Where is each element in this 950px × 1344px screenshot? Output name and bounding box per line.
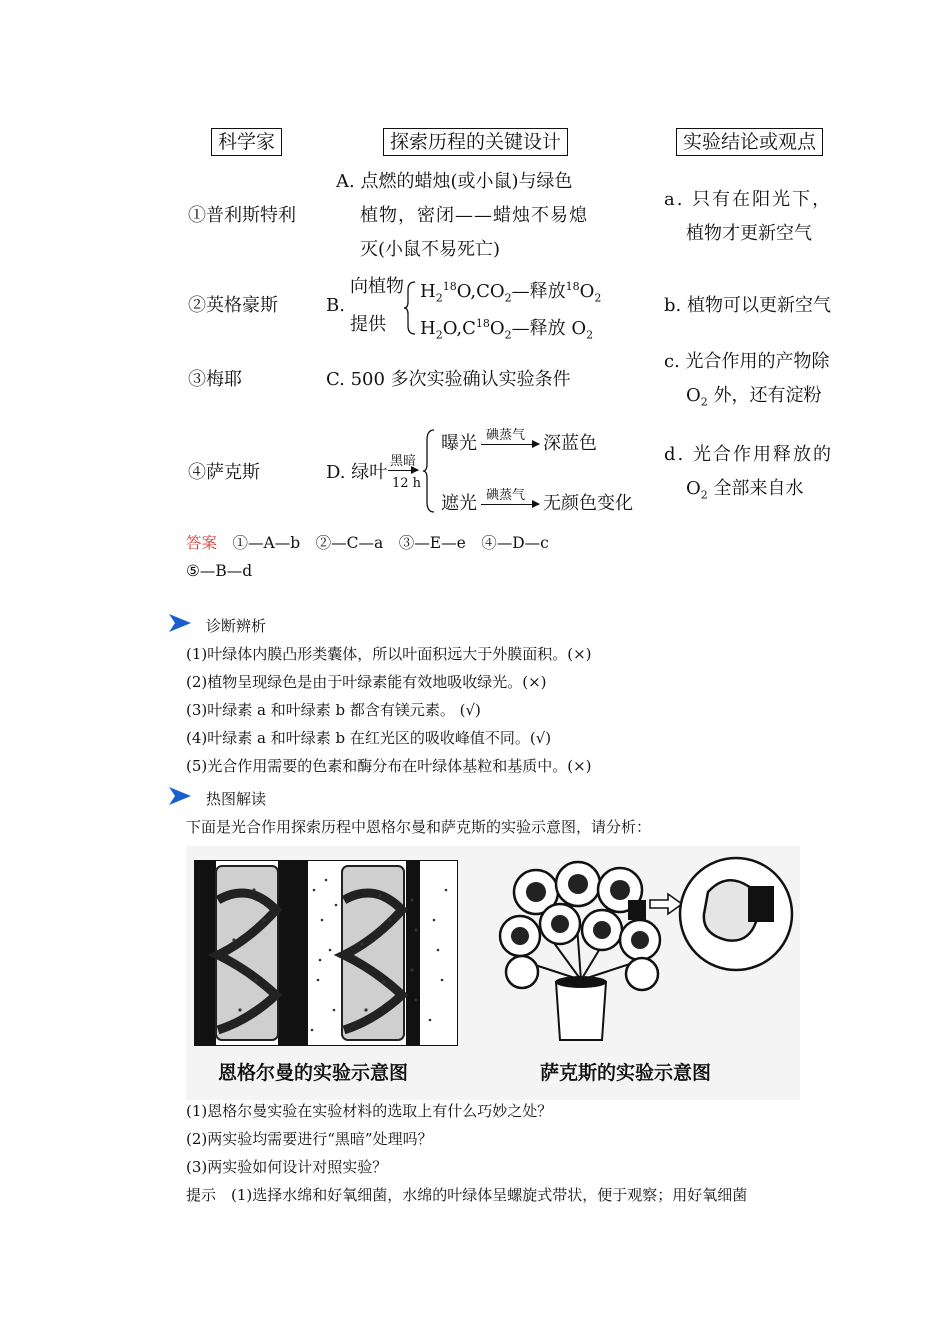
scientist-2: ②英格豪斯 — [188, 295, 278, 316]
header-scientist: 科学家 — [211, 128, 282, 156]
design-a-line1: A. 点燃的蜡烛(或小鼠)与绿色 — [336, 171, 573, 192]
scientist-3: ③梅耶 — [188, 369, 242, 390]
conclusion-a-line1: a. 只有在阳光下， — [664, 189, 833, 210]
triangle-pointer-icon — [168, 786, 192, 806]
diagnose-item-4: (4)叶绿素 a 和叶绿素 b 在红光区的吸收峰值不同。(√) — [186, 729, 552, 747]
hotfig-intro: 下面是光合作用探索历程中恩格尔曼和萨克斯的实验示意图，请分析： — [186, 818, 652, 836]
brace-icon — [403, 280, 417, 336]
design-b-row2: $H_2O,C^{18}O_2—$释放 $O_2$ — [420, 317, 594, 342]
design-d-iodine2: 碘蒸气 — [486, 488, 526, 503]
arrow-icon — [388, 470, 418, 471]
caption-engelmann: 恩格尔曼的实验示意图 — [218, 1062, 409, 1084]
hotfig-title: 热图解读 — [206, 790, 267, 808]
answer-label: 答案 — [186, 534, 218, 552]
design-d-result2: 无颜色变化 — [543, 493, 633, 514]
conclusion-a-line2: 植物才更新空气 — [686, 223, 812, 244]
sachs-illustration — [486, 852, 796, 1052]
design-d-iodine1: 碘蒸气 — [486, 428, 526, 443]
answer-line2: ⑤—B—d — [186, 562, 253, 580]
conclusion-d-line1: d. 光合作用释放的 — [664, 444, 833, 465]
arrow-icon — [481, 504, 539, 505]
design-a-line3: 灭(小鼠不易死亡) — [360, 239, 501, 260]
design-c: C. 500 多次实验确认实验条件 — [326, 369, 571, 390]
question-3: (3)两实验如何设计对照实验？ — [186, 1158, 388, 1176]
answer-line1: 答案 ①—A—b ②—C—a ③—E—e ④—D—c — [186, 534, 549, 552]
diagnose-item-3: (3)叶绿素 a 和叶绿素 b 都含有镁元素。 (√) — [186, 701, 481, 719]
hint-line: 提示 (1)选择水绵和好氧细菌，水绵的叶绿体呈螺旋式带状，便于观察；用好氧细菌 — [186, 1186, 748, 1204]
diagnose-title: 诊断辨析 — [206, 617, 267, 635]
header-design: 探索历程的关键设计 — [383, 128, 568, 156]
scientist-1: ①普利斯特利 — [188, 205, 296, 226]
experiment-figure — [186, 846, 800, 1100]
design-d-shaded: 遮光 — [441, 493, 477, 514]
caption-sachs: 萨克斯的实验示意图 — [540, 1062, 712, 1084]
diagnose-item-1: (1)叶绿体内膜凸形类囊体，所以叶面积远大于外膜面积。(×) — [186, 645, 592, 663]
arrow-icon — [481, 444, 539, 445]
question-1: (1)恩格尔曼实验在实验材料的选取上有什么巧妙之处？ — [186, 1102, 553, 1120]
design-d-result1: 深蓝色 — [543, 433, 597, 454]
question-2: (2)两实验均需要进行“黑暗”处理吗？ — [186, 1130, 433, 1148]
design-d-exposed: 曝光 — [441, 433, 477, 454]
design-b-left2: 提供 — [350, 314, 386, 335]
diagnose-item-2: (2)植物呈现绿色是由于叶绿素能有效地吸收绿光。(×) — [186, 673, 547, 691]
design-d-dark: 黑暗 — [390, 454, 417, 469]
engelmann-illustration — [194, 860, 458, 1046]
header-conclusion: 实验结论或观点 — [676, 128, 823, 156]
brace-icon — [422, 428, 436, 514]
scientist-4: ④萨克斯 — [188, 462, 260, 483]
design-b-prefix: B. — [326, 295, 345, 316]
design-d-prefix: D. 绿叶 — [326, 462, 388, 483]
conclusion-c-line2: $O_2$ 外，还有淀粉 — [686, 385, 822, 409]
diagnose-item-5: (5)光合作用需要的色素和酶分布在叶绿体基粒和基质中。(×) — [186, 757, 592, 775]
design-b-row1: $H_2^{18}O,CO_2—$释放$^{18}O_2$ — [420, 280, 602, 305]
design-a-line2: 植物，密闭——蜡烛不易熄 — [360, 205, 588, 226]
conclusion-d-line2: $O_2$ 全部来自水 — [686, 478, 804, 502]
design-d-time: 12 h — [392, 476, 422, 491]
conclusion-c-line1: c. 光合作用的产物除 — [664, 351, 830, 372]
design-b-left1: 向植物 — [350, 276, 404, 297]
conclusion-b: b. 植物可以更新空气 — [664, 295, 831, 316]
triangle-pointer-icon — [168, 613, 192, 633]
